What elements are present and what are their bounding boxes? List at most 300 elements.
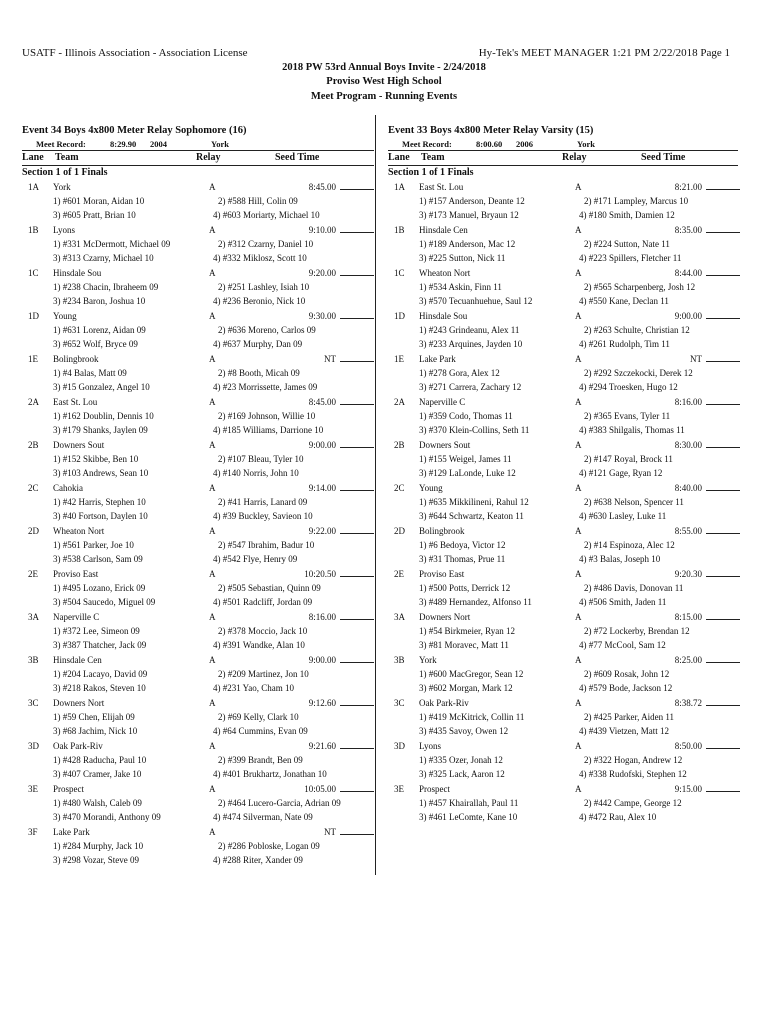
team-name: Lyons xyxy=(53,225,76,235)
team-name: East St. Lou xyxy=(53,397,98,407)
relay-letter: A xyxy=(209,784,216,794)
col-header-relay: Relay xyxy=(196,152,221,163)
team-name: Wheaton Nort xyxy=(53,526,105,536)
swimmer-line xyxy=(22,624,374,638)
runner-leg-2: 2) #425 Parker, Aiden 11 xyxy=(584,712,675,722)
runner-leg-3: 3) #313 Czarny, Michael 10 xyxy=(53,253,154,263)
swimmer-line xyxy=(388,710,738,724)
result-blank-line xyxy=(706,266,740,276)
lane-number: 1D xyxy=(394,311,405,321)
seed-time: 8:50.00 xyxy=(674,741,702,751)
seed-time: 8:45.00 xyxy=(308,182,336,192)
swimmer-line xyxy=(22,853,374,867)
swimmer-line xyxy=(22,767,374,781)
runner-leg-1: 1) #59 Chen, Elijah 09 xyxy=(53,712,135,722)
lane-number: 2E xyxy=(394,569,404,579)
runner-leg-1: 1) #500 Potts, Derrick 12 xyxy=(419,583,511,593)
seed-time: 8:21.00 xyxy=(674,182,702,192)
result-blank-line xyxy=(340,653,374,663)
swimmer-line xyxy=(22,423,374,437)
relay-entry xyxy=(388,223,738,266)
result-blank-line xyxy=(706,610,740,620)
host-school: Proviso West High School xyxy=(326,76,442,88)
seed-time: 8:55.00 xyxy=(674,526,702,536)
swimmer-line xyxy=(22,667,374,681)
lane-number: 2A xyxy=(28,397,39,407)
team-line xyxy=(388,438,738,452)
runner-leg-4: 4) #23 Morrissette, James 09 xyxy=(213,382,318,392)
runner-leg-3: 3) #435 Savoy, Owen 12 xyxy=(419,726,509,736)
swimmer-line xyxy=(22,409,374,423)
relay-entry xyxy=(22,696,374,739)
swimmer-line xyxy=(388,509,738,523)
col-header-seed: Seed Time xyxy=(275,152,320,163)
meet-record-year: 2004 xyxy=(150,139,167,149)
runner-leg-2: 2) #107 Bleau, Tyler 10 xyxy=(218,454,304,464)
runner-leg-4: 4) #294 Troesken, Hugo 12 xyxy=(579,382,678,392)
relay-entry xyxy=(22,782,374,825)
runner-leg-3: 3) #489 Hernandez, Alfonso 11 xyxy=(419,597,532,607)
relay-entry xyxy=(22,438,374,481)
team-name: Lake Park xyxy=(53,827,90,837)
seed-time: 8:45.00 xyxy=(308,397,336,407)
runner-leg-4: 4) #140 Norris, John 10 xyxy=(213,468,299,478)
runner-leg-4: 4) #39 Buckley, Savieon 10 xyxy=(213,511,313,521)
team-name: Downers Sout xyxy=(53,440,105,450)
relay-entry xyxy=(22,825,374,868)
runner-leg-1: 1) #157 Anderson, Deante 12 xyxy=(419,196,525,206)
team-name: Young xyxy=(419,483,443,493)
runner-leg-4: 4) #579 Bode, Jackson 12 xyxy=(579,683,673,693)
lane-number: 3A xyxy=(394,612,405,622)
runner-leg-3: 3) #605 Pratt, Brian 10 xyxy=(53,210,136,220)
lane-number: 3D xyxy=(28,741,39,751)
relay-letter: A xyxy=(575,225,582,235)
runner-leg-2: 2) #312 Czarny, Daniel 10 xyxy=(218,239,314,249)
lane-number: 1B xyxy=(394,225,405,235)
relay-letter: A xyxy=(575,483,582,493)
lane-number: 1E xyxy=(394,354,404,364)
runner-leg-3: 3) #173 Manuel, Bryaun 12 xyxy=(419,210,519,220)
runner-leg-3: 3) #652 Wolf, Bryce 09 xyxy=(53,339,138,349)
runner-leg-2: 2) #505 Sebastian, Quinn 09 xyxy=(218,583,321,593)
runner-leg-1: 1) #162 Doublin, Dennis 10 xyxy=(53,411,154,421)
swimmer-line xyxy=(388,724,738,738)
runner-leg-2: 2) #286 Pobloske, Logan 09 xyxy=(218,841,320,851)
runner-leg-2: 2) #171 Lampley, Marcus 10 xyxy=(584,196,689,206)
lane-number: 3C xyxy=(28,698,39,708)
runner-leg-2: 2) #486 Davis, Donovan 11 xyxy=(584,583,684,593)
meet-record-label: Meet Record: xyxy=(36,139,86,149)
runner-leg-3: 3) #602 Morgan, Mark 12 xyxy=(419,683,513,693)
relay-letter: A xyxy=(209,827,216,837)
runner-leg-4: 4) #542 Flye, Henry 09 xyxy=(213,554,298,564)
result-blank-line xyxy=(340,696,374,706)
lane-number: 3C xyxy=(394,698,405,708)
runner-leg-4: 4) #121 Gage, Ryan 12 xyxy=(579,468,663,478)
runner-leg-1: 1) #243 Grindeanu, Alex 11 xyxy=(419,325,520,335)
runner-leg-3: 3) #103 Andrews, Sean 10 xyxy=(53,468,149,478)
team-name: Bolingbrook xyxy=(419,526,465,536)
runner-leg-4: 4) #637 Murphy, Dan 09 xyxy=(213,339,303,349)
seed-time: 9:12.60 xyxy=(308,698,336,708)
runner-leg-1: 1) #428 Raducha, Paul 10 xyxy=(53,755,147,765)
team-line xyxy=(22,438,374,452)
team-line xyxy=(22,180,374,194)
runner-leg-2: 2) #224 Sutton, Nate 11 xyxy=(584,239,670,249)
relay-entry xyxy=(22,352,374,395)
relay-letter: A xyxy=(209,569,216,579)
relay-entry xyxy=(388,180,738,223)
seed-time: 9:00.00 xyxy=(308,655,336,665)
runner-leg-2: 2) #251 Lashley, Isiah 10 xyxy=(218,282,310,292)
relay-entry xyxy=(388,782,738,825)
team-line xyxy=(388,180,738,194)
team-name: Hinsdale Sou xyxy=(419,311,468,321)
swimmer-line xyxy=(388,280,738,294)
runner-leg-4: 4) #401 Brukhartz, Jonathan 10 xyxy=(213,769,327,779)
team-line xyxy=(388,309,738,323)
lane-number: 1C xyxy=(28,268,39,278)
relay-entry xyxy=(22,524,374,567)
result-blank-line xyxy=(706,223,740,233)
relay-entry xyxy=(388,696,738,739)
meet-record-time: 8:00.60 xyxy=(476,139,503,149)
seed-time: 8:15.00 xyxy=(674,612,702,622)
runner-leg-4: 4) #474 Silverman, Nate 09 xyxy=(213,812,313,822)
relay-letter: A xyxy=(575,526,582,536)
runner-leg-2: 2) #69 Kelly, Clark 10 xyxy=(218,712,299,722)
header-right: Hy-Tek's MEET MANAGER 1:21 PM 2/22/2018 Page 1 xyxy=(478,47,730,59)
header-left: USATF - Illinois Association - Association License xyxy=(22,47,248,59)
relay-entry xyxy=(388,309,738,352)
runner-leg-3: 3) #387 Thatcher, Jack 09 xyxy=(53,640,147,650)
swimmer-line xyxy=(388,237,738,251)
relay-letter: A xyxy=(209,698,216,708)
runner-leg-1: 1) #4 Balas, Matt 09 xyxy=(53,368,127,378)
team-line xyxy=(388,352,738,366)
result-blank-line xyxy=(340,395,374,405)
team-name: Prospect xyxy=(53,784,84,794)
runner-leg-4: 4) #64 Cummins, Evan 09 xyxy=(213,726,308,736)
seed-time: 8:30.00 xyxy=(674,440,702,450)
swimmer-line xyxy=(388,380,738,394)
relay-letter: A xyxy=(209,483,216,493)
col-header-team: Team xyxy=(55,152,79,163)
section-heading: Section 1 of 1 Finals xyxy=(388,167,474,178)
swimmer-line xyxy=(388,796,738,810)
result-blank-line xyxy=(340,180,374,190)
runner-leg-3: 3) #81 Moravec, Matt 11 xyxy=(419,640,509,650)
swimmer-line xyxy=(388,366,738,380)
relay-letter: A xyxy=(209,268,216,278)
relay-letter: A xyxy=(575,655,582,665)
program-title: Meet Program - Running Events xyxy=(310,90,458,102)
runner-leg-4: 4) #472 Rau, Alex 10 xyxy=(579,812,657,822)
lane-number: 3A xyxy=(28,612,39,622)
runner-leg-1: 1) #372 Lee, Simeon 09 xyxy=(53,626,140,636)
team-line xyxy=(22,395,374,409)
swimmer-line xyxy=(22,380,374,394)
result-blank-line xyxy=(706,395,740,405)
runner-leg-3: 3) #325 Lack, Aaron 12 xyxy=(419,769,505,779)
seed-time: 8:38.72 xyxy=(674,698,702,708)
lane-number: 3E xyxy=(28,784,38,794)
swimmer-line xyxy=(388,552,738,566)
runner-leg-3: 3) #461 LeComte, Kane 10 xyxy=(419,812,518,822)
runner-leg-3: 3) #15 Gonzalez, Angel 10 xyxy=(53,382,150,392)
runner-leg-3: 3) #129 LaLonde, Luke 12 xyxy=(419,468,516,478)
team-name: Oak Park-Riv xyxy=(419,698,469,708)
seed-time: 10:20.50 xyxy=(304,569,336,579)
col-header-team: Team xyxy=(421,152,445,163)
team-line xyxy=(388,524,738,538)
result-blank-line xyxy=(340,309,374,319)
runner-leg-1: 1) #419 McKitrick, Collin 11 xyxy=(419,712,525,722)
col-header-lane: Lane xyxy=(388,152,410,163)
team-line xyxy=(388,395,738,409)
swimmer-line xyxy=(22,337,374,351)
relay-entry xyxy=(388,481,738,524)
runner-leg-2: 2) #14 Espinoza, Alec 12 xyxy=(584,540,675,550)
team-line xyxy=(388,610,738,624)
runner-leg-1: 1) #278 Gora, Alex 12 xyxy=(419,368,500,378)
relay-entry xyxy=(388,567,738,610)
team-name: Proviso East xyxy=(419,569,465,579)
relay-letter: A xyxy=(209,354,216,364)
relay-entry xyxy=(22,481,374,524)
seed-time: 9:30.00 xyxy=(308,311,336,321)
result-blank-line xyxy=(340,223,374,233)
runner-leg-1: 1) #42 Harris, Stephen 10 xyxy=(53,497,146,507)
team-line xyxy=(388,782,738,796)
runner-leg-4: 4) #288 Riter, Xander 09 xyxy=(213,855,303,865)
runner-leg-2: 2) #147 Royal, Brock 11 xyxy=(584,454,673,464)
relay-letter: A xyxy=(575,311,582,321)
lane-number: 2E xyxy=(28,569,38,579)
team-line xyxy=(22,481,374,495)
relay-letter: A xyxy=(575,354,582,364)
runner-leg-4: 4) #332 Miklosz, Scott 10 xyxy=(213,253,307,263)
runner-leg-2: 2) #41 Harris, Lanard 09 xyxy=(218,497,308,507)
swimmer-line xyxy=(22,681,374,695)
relay-entry xyxy=(22,610,374,653)
runner-leg-2: 2) #636 Moreno, Carlos 09 xyxy=(218,325,316,335)
meet-record-year: 2006 xyxy=(516,139,533,149)
swimmer-line xyxy=(22,366,374,380)
col-header-lane: Lane xyxy=(22,152,44,163)
team-name: Proviso East xyxy=(53,569,99,579)
swimmer-line xyxy=(388,294,738,308)
seed-time: 9:14.00 xyxy=(308,483,336,493)
lane-number: 2D xyxy=(394,526,405,536)
runner-leg-4: 4) #231 Yao, Cham 10 xyxy=(213,683,295,693)
relay-letter: A xyxy=(209,526,216,536)
result-blank-line xyxy=(706,481,740,491)
seed-time: 9:00.00 xyxy=(674,311,702,321)
team-name: Bolingbrook xyxy=(53,354,99,364)
col-header-relay: Relay xyxy=(562,152,587,163)
event-column-left xyxy=(22,123,374,868)
runner-leg-3: 3) #298 Vozar, Steve 09 xyxy=(53,855,140,865)
event-column-right xyxy=(388,123,738,825)
seed-time: 8:16.00 xyxy=(308,612,336,622)
runner-leg-1: 1) #534 Askin, Finn 11 xyxy=(419,282,502,292)
swimmer-line xyxy=(22,638,374,652)
team-line xyxy=(388,481,738,495)
runner-leg-1: 1) #359 Codo, Thomas 11 xyxy=(419,411,513,421)
runner-leg-4: 4) #185 Williams, Darrione 10 xyxy=(213,425,324,435)
team-line xyxy=(388,739,738,753)
result-blank-line xyxy=(340,825,374,835)
runner-leg-1: 1) #635 Mikkilineni, Rahul 12 xyxy=(419,497,529,507)
runner-leg-3: 3) #407 Cramer, Jake 10 xyxy=(53,769,142,779)
result-blank-line xyxy=(706,739,740,749)
section-heading: Section 1 of 1 Finals xyxy=(22,167,108,178)
runner-leg-2: 2) #365 Evans, Tyler 11 xyxy=(584,411,671,421)
result-blank-line xyxy=(340,782,374,792)
swimmer-line xyxy=(22,237,374,251)
swimmer-line xyxy=(388,767,738,781)
relay-letter: A xyxy=(209,741,216,751)
result-blank-line xyxy=(340,266,374,276)
team-name: Hinsdale Sou xyxy=(53,268,102,278)
relay-letter: A xyxy=(575,784,582,794)
runner-leg-1: 1) #54 Birkmeier, Ryan 12 xyxy=(419,626,516,636)
relay-entry xyxy=(388,610,738,653)
lane-number: 2A xyxy=(394,397,405,407)
runner-leg-3: 3) #570 Tecuanhuehue, Saul 12 xyxy=(419,296,533,306)
result-blank-line xyxy=(706,696,740,706)
swimmer-line xyxy=(22,552,374,566)
swimmer-line xyxy=(22,753,374,767)
seed-time: 8:25.00 xyxy=(674,655,702,665)
runner-leg-3: 3) #68 Jachim, Nick 10 xyxy=(53,726,138,736)
team-name: Hinsdale Cen xyxy=(53,655,102,665)
team-name: Downers Sout xyxy=(419,440,471,450)
result-blank-line xyxy=(706,180,740,190)
swimmer-line xyxy=(388,337,738,351)
result-blank-line xyxy=(340,481,374,491)
relay-letter: A xyxy=(575,612,582,622)
swimmer-line xyxy=(22,280,374,294)
team-name: Naperville C xyxy=(53,612,100,622)
relay-entry xyxy=(22,739,374,782)
relay-entry xyxy=(22,395,374,438)
swimmer-line xyxy=(388,624,738,638)
lane-number: 1A xyxy=(28,182,39,192)
team-name: York xyxy=(53,182,71,192)
swimmer-line xyxy=(388,753,738,767)
runner-leg-4: 4) #501 Radcliff, Jordan 09 xyxy=(213,597,313,607)
relay-entry xyxy=(388,395,738,438)
swimmer-line xyxy=(388,423,738,437)
team-line xyxy=(22,524,374,538)
lane-number: 3B xyxy=(28,655,39,665)
team-line xyxy=(388,653,738,667)
runner-leg-4: 4) #391 Wandke, Alan 10 xyxy=(213,640,305,650)
column-divider xyxy=(375,115,376,875)
runner-leg-1: 1) #495 Lozano, Erick 09 xyxy=(53,583,146,593)
runner-leg-1: 1) #284 Murphy, Jack 10 xyxy=(53,841,144,851)
runner-leg-1: 1) #480 Walsh, Caleb 09 xyxy=(53,798,142,808)
swimmer-line xyxy=(388,681,738,695)
team-name: Lyons xyxy=(419,741,442,751)
team-name: York xyxy=(419,655,437,665)
runner-leg-1: 1) #238 Chacin, Ibraheem 09 xyxy=(53,282,159,292)
result-blank-line xyxy=(706,309,740,319)
lane-number: 1C xyxy=(394,268,405,278)
relay-entry xyxy=(22,653,374,696)
team-name: Young xyxy=(53,311,77,321)
runner-leg-2: 2) #464 Lucero-Garcia, Adrian 09 xyxy=(218,798,341,808)
team-line xyxy=(22,696,374,710)
runner-leg-4: 4) #236 Beronio, Nick 10 xyxy=(213,296,306,306)
lane-number: 2C xyxy=(28,483,39,493)
meet-record-line xyxy=(22,139,374,151)
swimmer-line xyxy=(22,495,374,509)
runner-leg-2: 2) #263 Schulte, Christian 12 xyxy=(584,325,690,335)
seed-time: 8:35.00 xyxy=(674,225,702,235)
relay-letter: A xyxy=(575,698,582,708)
relay-letter: A xyxy=(209,440,216,450)
runner-leg-2: 2) #292 Szczekocki, Derek 12 xyxy=(584,368,693,378)
relay-entry xyxy=(388,438,738,481)
team-name: Downers Nort xyxy=(53,698,105,708)
lane-number: 1B xyxy=(28,225,39,235)
team-line xyxy=(388,567,738,581)
swimmer-line xyxy=(388,194,738,208)
relay-letter: A xyxy=(575,397,582,407)
relay-letter: A xyxy=(575,440,582,450)
meet-record-line xyxy=(388,139,738,151)
swimmer-line xyxy=(22,810,374,824)
runner-leg-4: 4) #630 Lasley, Luke 11 xyxy=(579,511,667,521)
swimmer-line xyxy=(22,323,374,337)
runner-leg-2: 2) #588 Hill, Colin 09 xyxy=(218,196,298,206)
team-line xyxy=(22,610,374,624)
runner-leg-1: 1) #601 Moran, Aidan 10 xyxy=(53,196,145,206)
team-line xyxy=(22,653,374,667)
runner-leg-2: 2) #565 Scharpenberg, Josh 12 xyxy=(584,282,696,292)
column-header-row xyxy=(22,151,374,166)
lane-number: 1E xyxy=(28,354,38,364)
relay-letter: A xyxy=(575,569,582,579)
team-name: Prospect xyxy=(419,784,450,794)
relay-entry xyxy=(388,266,738,309)
runner-leg-4: 4) #603 Moriarty, Michael 10 xyxy=(213,210,320,220)
seed-time: 8:40.00 xyxy=(674,483,702,493)
team-name: East St. Lou xyxy=(419,182,464,192)
seed-time: NT xyxy=(324,354,336,364)
runner-leg-3: 3) #225 Sutton, Nick 11 xyxy=(419,253,506,263)
swimmer-line xyxy=(388,466,738,480)
lane-number: 2B xyxy=(28,440,39,450)
team-line xyxy=(388,696,738,710)
lane-number: 2B xyxy=(394,440,405,450)
relay-entry xyxy=(22,309,374,352)
swimmer-line xyxy=(388,452,738,466)
seed-time: 8:16.00 xyxy=(674,397,702,407)
swimmer-line xyxy=(22,251,374,265)
lane-number: 1D xyxy=(28,311,39,321)
runner-leg-4: 4) #3 Balas, Joseph 10 xyxy=(579,554,661,564)
seed-time: 9:21.60 xyxy=(308,741,336,751)
result-blank-line xyxy=(706,524,740,534)
col-header-seed: Seed Time xyxy=(641,152,686,163)
relay-letter: A xyxy=(209,225,216,235)
swimmer-line xyxy=(22,452,374,466)
